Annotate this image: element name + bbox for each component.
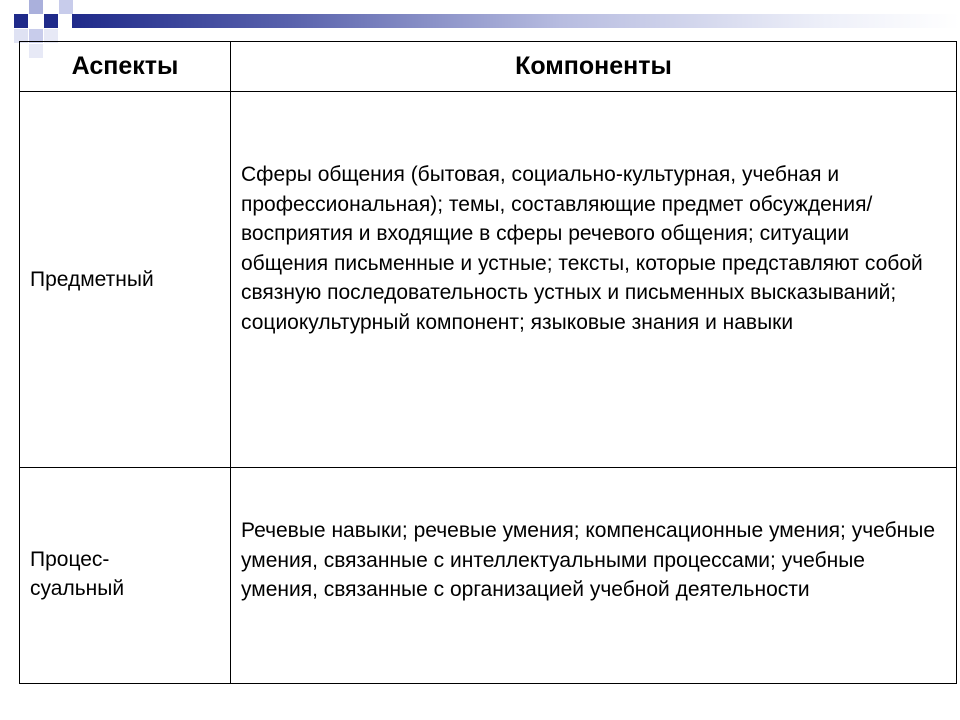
aspect-label: Предметный xyxy=(30,268,154,291)
header-gradient-bar xyxy=(72,14,960,28)
table-row xyxy=(20,92,957,468)
components-cell xyxy=(231,468,957,684)
aspects-components-table xyxy=(19,41,956,683)
aspect-cell xyxy=(20,92,231,468)
table xyxy=(19,41,957,684)
decor-square xyxy=(29,0,43,14)
header-aspects: Аспекты xyxy=(20,42,231,92)
decor-square xyxy=(44,14,58,28)
aspect-cell xyxy=(20,468,231,684)
aspect-label-line1: Процес- xyxy=(30,547,110,571)
table-row xyxy=(20,468,957,684)
components-text: Речевые навыки; речевые умения; компенсационные умения; учебные умения, связанные с интеллектуальными процессами; учебные умения, связанные с организацией учебной деятельности xyxy=(241,519,935,601)
aspect-label-line2: суальный xyxy=(30,576,125,600)
decor-square xyxy=(14,14,28,28)
table-header-row xyxy=(20,42,957,92)
header-components: Компоненты xyxy=(231,42,957,92)
components-cell xyxy=(231,92,957,468)
decor-square xyxy=(59,0,73,14)
components-text: Сферы общения (бытовая, социально-культурная, учебная и профессиональная); темы, составляющие предмет обсуждения/ восприятия и входящие в сферы речевого общения; ситуации общения письменные и устные; тексты, которые представляют собой связную последовательность устных и письменных высказываний; социокультурный компонент; языковые знания и навыки xyxy=(241,163,923,334)
